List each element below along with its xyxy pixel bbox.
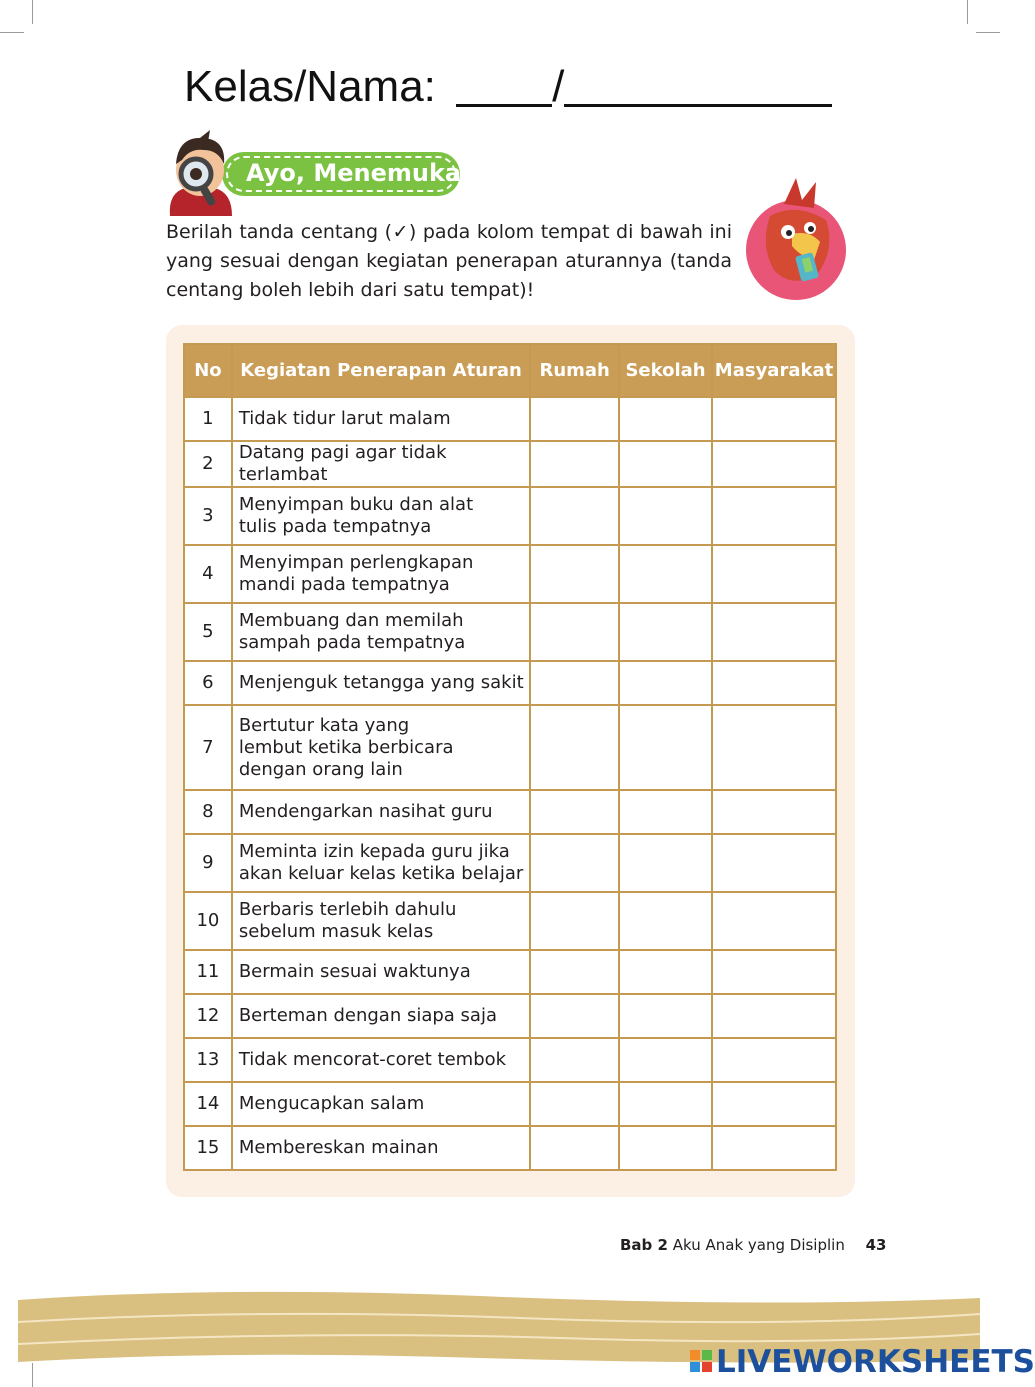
checkbox-cell-sekolah[interactable] xyxy=(619,705,712,790)
activity-line: Mendengarkan nasihat guru xyxy=(238,801,493,822)
checkbox-cell-rumah[interactable] xyxy=(530,705,619,790)
footer-chapter: Bab 2 xyxy=(620,1236,668,1254)
checkbox-cell-rumah[interactable] xyxy=(530,1038,619,1082)
row-activity xyxy=(232,790,530,834)
page-number: 43 xyxy=(865,1236,887,1254)
row-activity xyxy=(232,892,530,950)
bird-mascot-icon xyxy=(744,176,848,302)
checkbox-cell-masyarakat[interactable] xyxy=(712,1082,836,1126)
row-number: 5 xyxy=(184,603,232,661)
row-activity xyxy=(232,441,530,487)
checkbox-cell-rumah[interactable] xyxy=(530,892,619,950)
table-row xyxy=(184,950,836,994)
checkbox-cell-rumah[interactable] xyxy=(530,790,619,834)
checkbox-cell-masyarakat[interactable] xyxy=(712,705,836,790)
row-number: 13 xyxy=(184,1038,232,1082)
checkbox-cell-sekolah[interactable] xyxy=(619,892,712,950)
checkbox-cell-masyarakat[interactable] xyxy=(712,545,836,603)
row-number: 1 xyxy=(184,397,232,441)
checkbox-cell-masyarakat[interactable] xyxy=(712,487,836,545)
checkbox-cell-masyarakat[interactable] xyxy=(712,790,836,834)
header-rumah: Rumah xyxy=(530,344,619,397)
checkbox-cell-masyarakat[interactable] xyxy=(712,661,836,705)
activity-line: Menyimpan buku dan alat xyxy=(238,494,474,515)
checkbox-cell-masyarakat[interactable] xyxy=(712,892,836,950)
checkbox-cell-sekolah[interactable] xyxy=(619,790,712,834)
checkbox-cell-masyarakat[interactable] xyxy=(712,994,836,1038)
checkbox-cell-rumah[interactable] xyxy=(530,1082,619,1126)
checkbox-cell-rumah[interactable] xyxy=(530,487,619,545)
row-activity xyxy=(232,834,530,892)
checkbox-cell-sekolah[interactable] xyxy=(619,487,712,545)
row-activity xyxy=(232,545,530,603)
header-activity: Kegiatan Penerapan Aturan xyxy=(232,344,530,397)
checkbox-cell-masyarakat[interactable] xyxy=(712,950,836,994)
table-row xyxy=(184,1126,836,1170)
crop-mark xyxy=(967,0,968,24)
activity-line: Datang pagi agar tidak terlambat xyxy=(238,442,447,485)
title-label: Kelas/Nama: xyxy=(184,62,436,111)
activity-line: Menyimpan perlengkapan xyxy=(238,552,474,573)
activity-line: Membuang dan memilah xyxy=(238,610,464,631)
checkbox-cell-sekolah[interactable] xyxy=(619,441,712,487)
activity-line: Meminta izin kepada guru jika xyxy=(238,841,510,862)
checkbox-cell-sekolah[interactable] xyxy=(619,950,712,994)
table-header-row xyxy=(184,344,836,397)
table-body xyxy=(184,397,836,1170)
checkbox-cell-masyarakat[interactable] xyxy=(712,603,836,661)
checkbox-cell-rumah[interactable] xyxy=(530,545,619,603)
activity-line: Berteman dengan siapa saja xyxy=(238,1005,497,1026)
checkbox-cell-masyarakat[interactable] xyxy=(712,441,836,487)
checkbox-cell-masyarakat[interactable] xyxy=(712,834,836,892)
row-activity xyxy=(232,1082,530,1126)
liveworksheets-logo-icon xyxy=(690,1350,712,1372)
checkbox-cell-rumah[interactable] xyxy=(530,994,619,1038)
table-row xyxy=(184,834,836,892)
boy-magnifier-icon xyxy=(160,130,240,216)
table-row xyxy=(184,790,836,834)
row-number: 6 xyxy=(184,661,232,705)
activity-line: mandi pada tempatnya xyxy=(238,574,450,595)
activity-line: akan keluar kelas ketika belajar xyxy=(238,863,524,884)
checkbox-cell-sekolah[interactable] xyxy=(619,994,712,1038)
table-row xyxy=(184,603,836,661)
checkbox-cell-masyarakat[interactable] xyxy=(712,1038,836,1082)
instructions-text: Berilah tanda centang (✓) pada kolom tempat di bawah ini yang sesuai dengan kegiatan penerapan aturannya (tanda centang boleh lebih dari satu tempat)! xyxy=(166,221,732,301)
row-activity xyxy=(232,1038,530,1082)
activity-line: Tidak tidur larut malam xyxy=(238,408,451,429)
activity-line: sebelum masuk kelas xyxy=(238,921,434,942)
activity-line: Bertutur kata yang xyxy=(238,714,410,736)
section-badge xyxy=(160,130,479,216)
row-activity xyxy=(232,487,530,545)
activity-line: sampah pada tempatnya xyxy=(238,632,466,653)
row-activity xyxy=(232,661,530,705)
checkbox-cell-sekolah[interactable] xyxy=(619,1126,712,1170)
activity-line: tulis pada tempatnya xyxy=(238,516,432,537)
table-row xyxy=(184,1038,836,1082)
checkbox-cell-rumah[interactable] xyxy=(530,441,619,487)
row-number: 15 xyxy=(184,1126,232,1170)
brand-logo xyxy=(690,1344,1035,1380)
crop-mark xyxy=(976,32,1000,33)
table-row xyxy=(184,994,836,1038)
table-row xyxy=(184,545,836,603)
header-no: No xyxy=(184,344,232,397)
table-row xyxy=(184,487,836,545)
class-blank[interactable] xyxy=(456,64,552,107)
activity-line: Membereskan mainan xyxy=(238,1137,439,1158)
brand-name: LIVEWORKSHEETS xyxy=(716,1344,1035,1380)
crop-mark xyxy=(0,32,24,33)
checkbox-cell-sekolah[interactable] xyxy=(619,603,712,661)
checkbox-cell-sekolah[interactable] xyxy=(619,1038,712,1082)
crop-mark xyxy=(32,0,33,24)
table-row xyxy=(184,892,836,950)
row-number: 12 xyxy=(184,994,232,1038)
table-row xyxy=(184,441,836,487)
checkbox-cell-sekolah[interactable] xyxy=(619,545,712,603)
instructions xyxy=(166,218,732,305)
checkbox-cell-rumah[interactable] xyxy=(530,1126,619,1170)
checkbox-cell-sekolah[interactable] xyxy=(619,661,712,705)
row-activity xyxy=(232,603,530,661)
checkbox-cell-rumah[interactable] xyxy=(530,834,619,892)
row-number: 9 xyxy=(184,834,232,892)
row-number: 3 xyxy=(184,487,232,545)
row-number: 10 xyxy=(184,892,232,950)
row-activity xyxy=(232,950,530,994)
activity-line: lembut ketika berbicara xyxy=(238,736,454,758)
checkbox-cell-sekolah[interactable] xyxy=(619,1082,712,1126)
checkbox-cell-sekolah[interactable] xyxy=(619,834,712,892)
checkbox-cell-rumah[interactable] xyxy=(530,950,619,994)
checkbox-cell-rumah[interactable] xyxy=(530,603,619,661)
activity-line: Bermain sesuai waktunya xyxy=(238,961,471,982)
badge-pill xyxy=(222,152,479,196)
rules-table xyxy=(183,343,837,1171)
row-number: 14 xyxy=(184,1082,232,1126)
table-row xyxy=(184,397,836,441)
row-number: 7 xyxy=(184,705,232,790)
activity-line: Menjenguk tetangga yang sakit xyxy=(238,672,524,693)
checkbox-cell-rumah[interactable] xyxy=(530,661,619,705)
row-number: 8 xyxy=(184,790,232,834)
checkbox-cell-sekolah[interactable] xyxy=(619,397,712,441)
header-sekolah: Sekolah xyxy=(619,344,712,397)
page-title: Kelas/Nama: / xyxy=(184,62,832,112)
row-activity xyxy=(232,1126,530,1170)
checkbox-cell-rumah[interactable] xyxy=(530,397,619,441)
row-activity xyxy=(232,994,530,1038)
table-row xyxy=(184,661,836,705)
table-row xyxy=(184,705,836,790)
footer-chapter-title: Aku Anak yang Disiplin xyxy=(672,1236,845,1254)
name-blank[interactable] xyxy=(564,64,832,107)
row-number: 2 xyxy=(184,441,232,487)
activity-line: Mengucapkan salam xyxy=(238,1093,425,1114)
row-number: 11 xyxy=(184,950,232,994)
activity-line: Berbaris terlebih dahulu xyxy=(238,899,457,920)
checkbox-cell-masyarakat[interactable] xyxy=(712,1126,836,1170)
checkbox-cell-masyarakat[interactable] xyxy=(712,397,836,441)
page-footer xyxy=(620,1236,887,1254)
badge-label: Ayo, Menemukan xyxy=(246,159,479,187)
row-activity xyxy=(232,705,530,790)
activity-line: dengan orang lain xyxy=(238,758,403,780)
row-activity xyxy=(232,397,530,441)
table-row xyxy=(184,1082,836,1126)
row-number: 4 xyxy=(184,545,232,603)
header-masyarakat: Masyarakat xyxy=(712,344,836,397)
activity-line: Tidak mencorat-coret tembok xyxy=(238,1049,507,1070)
